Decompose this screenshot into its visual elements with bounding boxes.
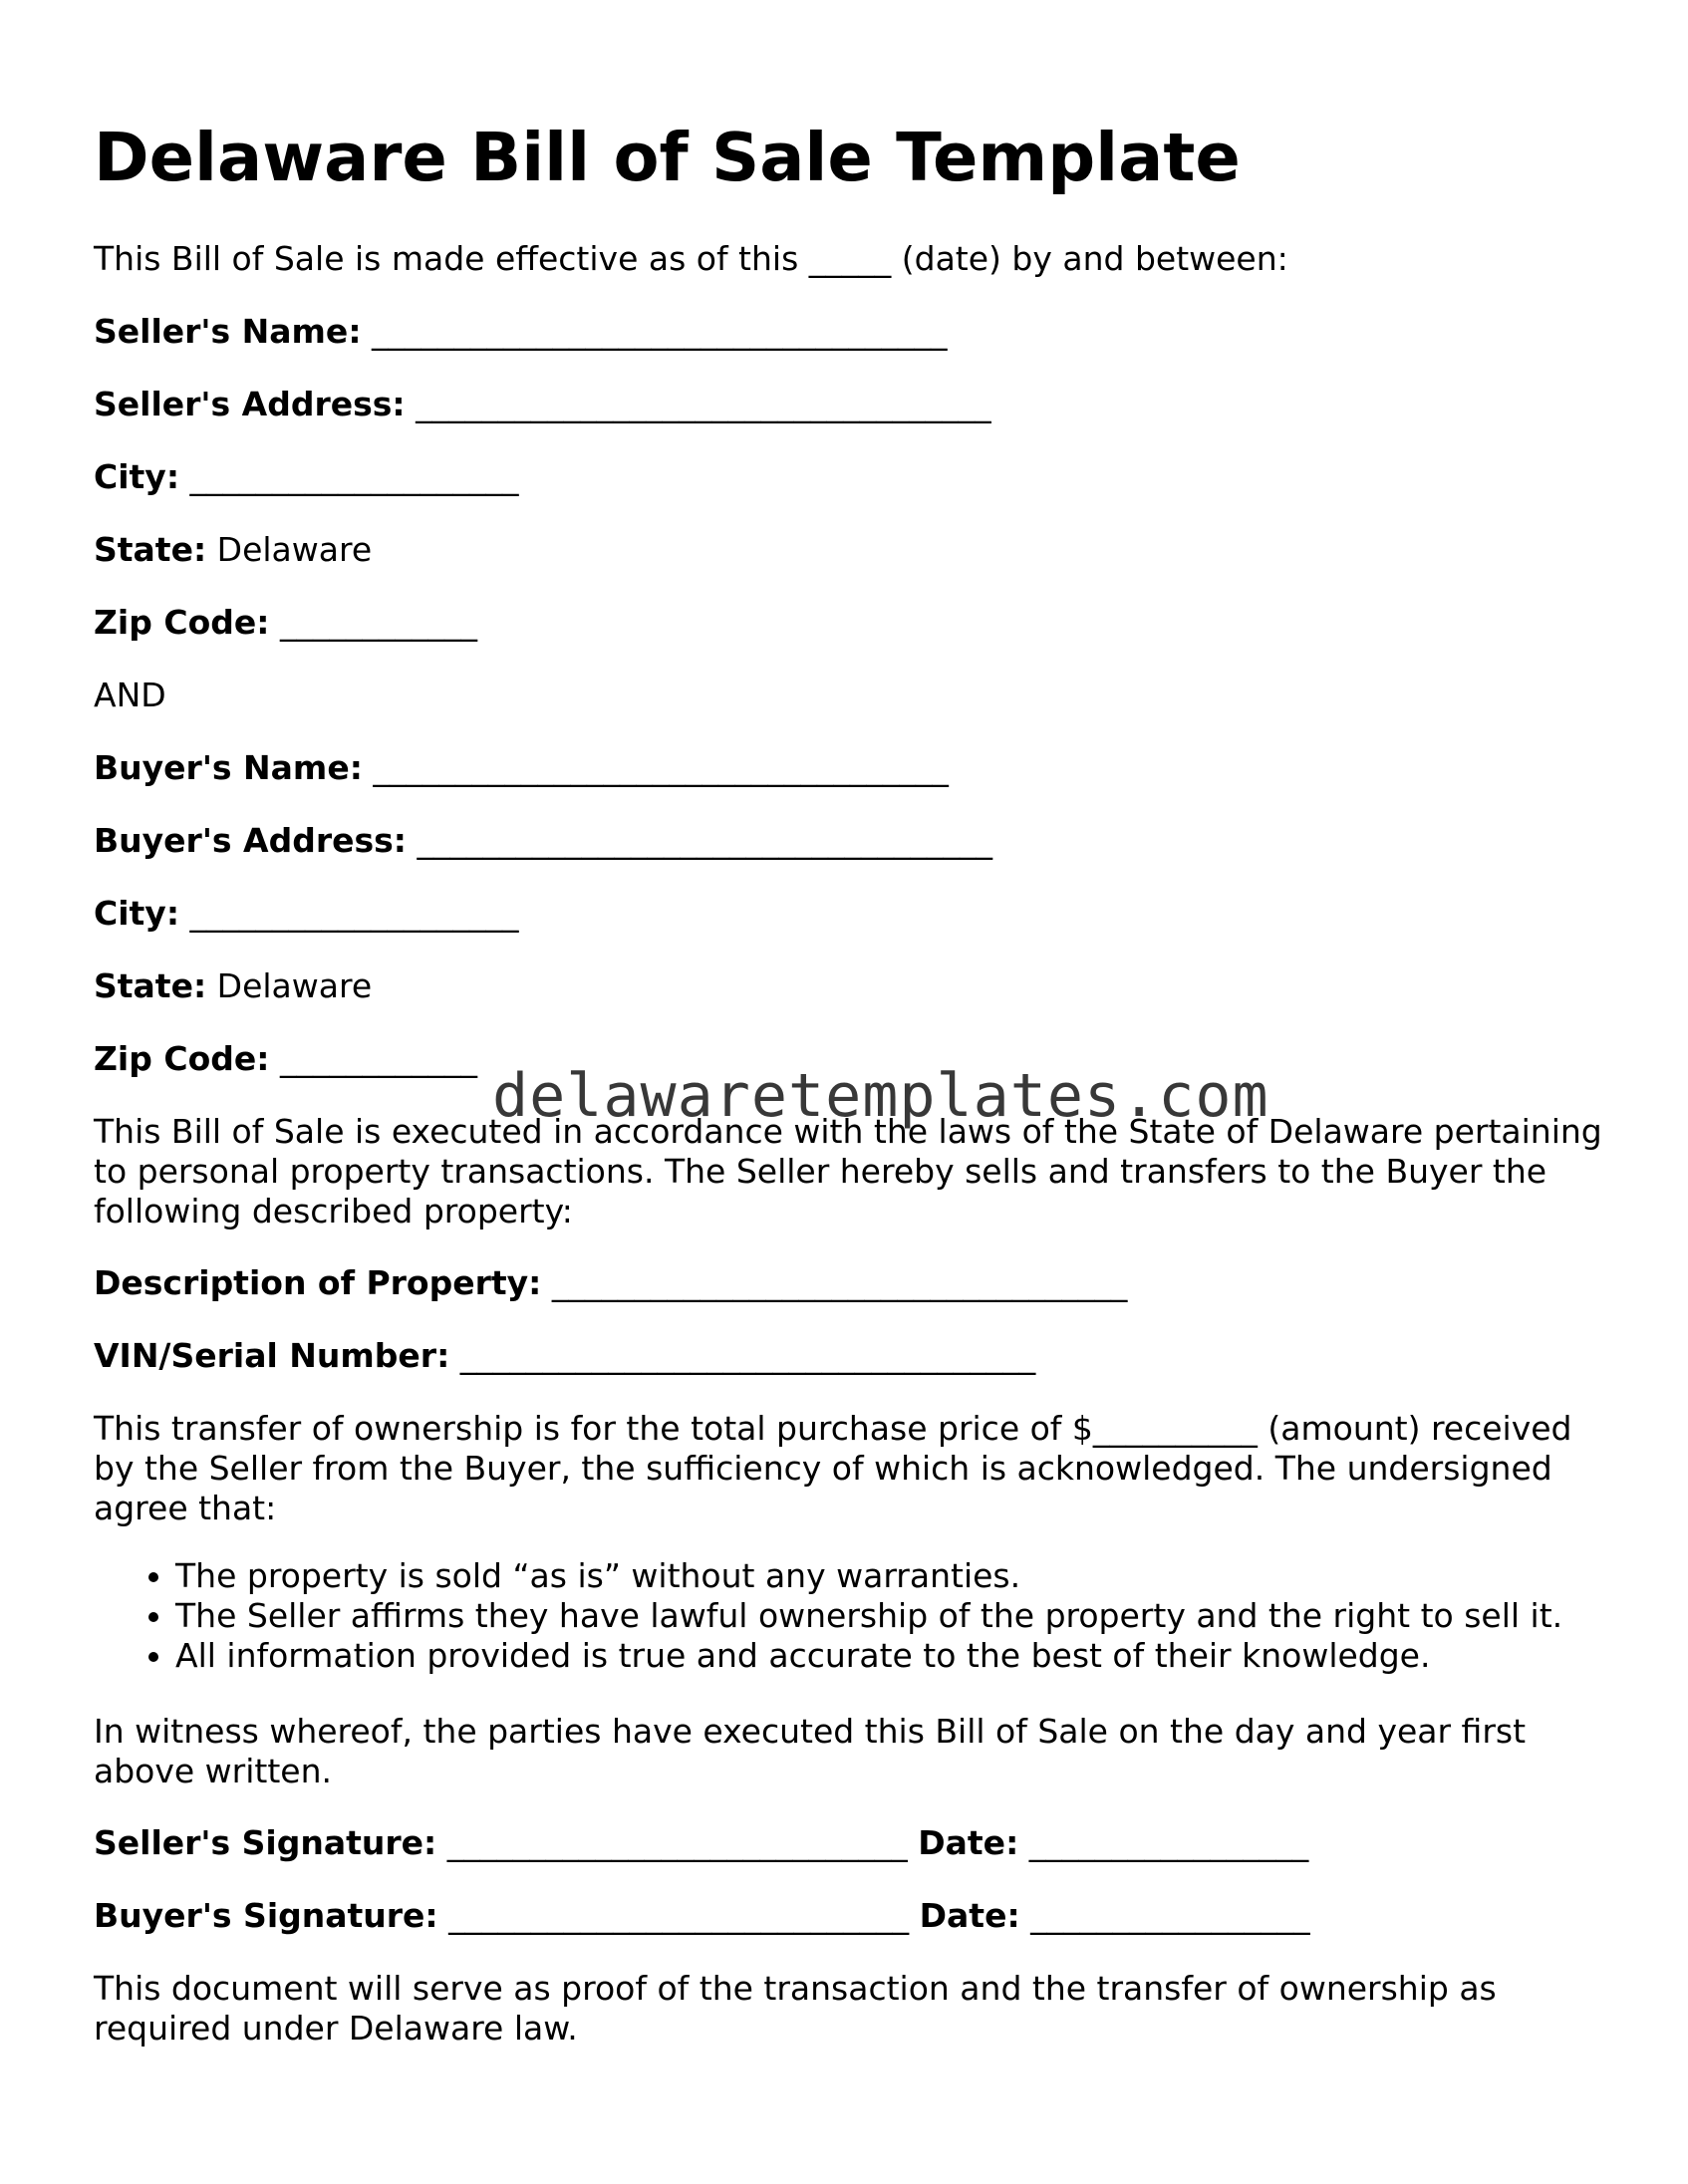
buyer-address-row — [94, 821, 992, 861]
executed-paragraph: This Bill of Sale is executed in accordance with the laws of the State of Delaware pertaining to personal property transactions. The Seller hereby sells and transfers to the Buyer the following described property: — [94, 1112, 1602, 1230]
seller-zip-row — [94, 603, 477, 643]
buyer-name-label: Buyer's Name: — [94, 748, 363, 787]
buyer-zip-blank[interactable]: ____________ — [279, 1039, 477, 1078]
seller-city-row — [94, 457, 519, 497]
buyer-city-label: City: — [94, 894, 180, 933]
buyer-city-row — [94, 894, 519, 934]
vin-serial-blank[interactable]: ___________________________________ — [459, 1336, 1036, 1375]
buyer-address-label: Buyer's Address: — [94, 821, 407, 860]
seller-address-blank[interactable]: ___________________________________ — [416, 385, 991, 423]
seller-address-label: Seller's Address: — [94, 385, 406, 423]
seller-address-row — [94, 385, 991, 424]
buyer-state-value: Delaware — [216, 966, 373, 1005]
buyer-zip-label: Zip Code: — [94, 1039, 270, 1078]
buyer-city-blank[interactable]: ____________________ — [189, 894, 519, 933]
seller-signature-row — [94, 1823, 1308, 1863]
buyer-name-blank[interactable]: ___________________________________ — [373, 748, 949, 787]
property-description-row — [94, 1263, 1127, 1303]
buyer-name-row — [94, 748, 949, 788]
buyer-state-label: State: — [94, 966, 207, 1005]
list-item: • The property is sold “as is” without any warranties. — [175, 1556, 1562, 1596]
seller-name-label: Seller's Name: — [94, 312, 362, 351]
seller-state-row — [94, 530, 372, 570]
list-item: • The Seller affirms they have lawful ownership of the property and the right to sell it. — [175, 1596, 1562, 1636]
buyer-address-blank[interactable]: ___________________________________ — [417, 821, 992, 860]
seller-signature-label: Seller's Signature: — [94, 1823, 437, 1862]
seller-city-blank[interactable]: ____________________ — [189, 457, 519, 496]
buyer-signature-label: Buyer's Signature: — [94, 1896, 438, 1935]
witness-paragraph: In witness whereof, the parties have executed this Bill of Sale on the day and year first above written. — [94, 1712, 1527, 1790]
property-description-blank[interactable]: ___________________________________ — [551, 1263, 1128, 1302]
seller-zip-label: Zip Code: — [94, 603, 270, 642]
vin-serial-label: VIN/Serial Number: — [94, 1336, 450, 1375]
terms-list — [94, 1556, 1562, 1676]
buyer-zip-row — [94, 1039, 477, 1079]
property-description-label: Description of Property: — [94, 1263, 542, 1302]
seller-signature-blank[interactable]: ____________________________ — [446, 1823, 908, 1862]
intro-text: This Bill of Sale is made effective as of this _____ (date) by and between: — [94, 239, 1288, 278]
seller-name-row — [94, 312, 948, 352]
seller-city-label: City: — [94, 457, 180, 496]
seller-state-label: State: — [94, 530, 207, 569]
closing-paragraph: This document will serve as proof of the transaction and the transfer of ownership as required under Delaware law. — [94, 1969, 1497, 2048]
vin-serial-row — [94, 1336, 1035, 1376]
seller-date-label: Date: — [918, 1823, 1019, 1862]
buyer-date-label: Date: — [919, 1896, 1020, 1935]
list-item: • All information provided is true and accurate to the best of their knowledge. — [175, 1636, 1562, 1676]
seller-zip-blank[interactable]: ____________ — [279, 603, 477, 642]
watermark: delawaretemplates.com — [492, 1061, 1269, 1131]
and-separator: AND — [94, 676, 166, 714]
buyer-state-row — [94, 966, 372, 1006]
document-title: Delaware Bill of Sale Template — [94, 119, 1241, 196]
seller-name-blank[interactable]: ___________________________________ — [372, 312, 948, 351]
price-paragraph: This transfer of ownership is for the total purchase price of $__________ (amount) received by the Seller from the Buyer, the sufficiency of which is acknowledged. The undersigned agree that: — [94, 1409, 1572, 1527]
seller-state-value: Delaware — [216, 530, 373, 569]
seller-date-blank[interactable]: _________________ — [1028, 1823, 1309, 1862]
buyer-signature-row — [94, 1896, 1310, 1936]
buyer-date-blank[interactable]: _________________ — [1030, 1896, 1310, 1935]
buyer-signature-blank[interactable]: ____________________________ — [448, 1896, 910, 1935]
